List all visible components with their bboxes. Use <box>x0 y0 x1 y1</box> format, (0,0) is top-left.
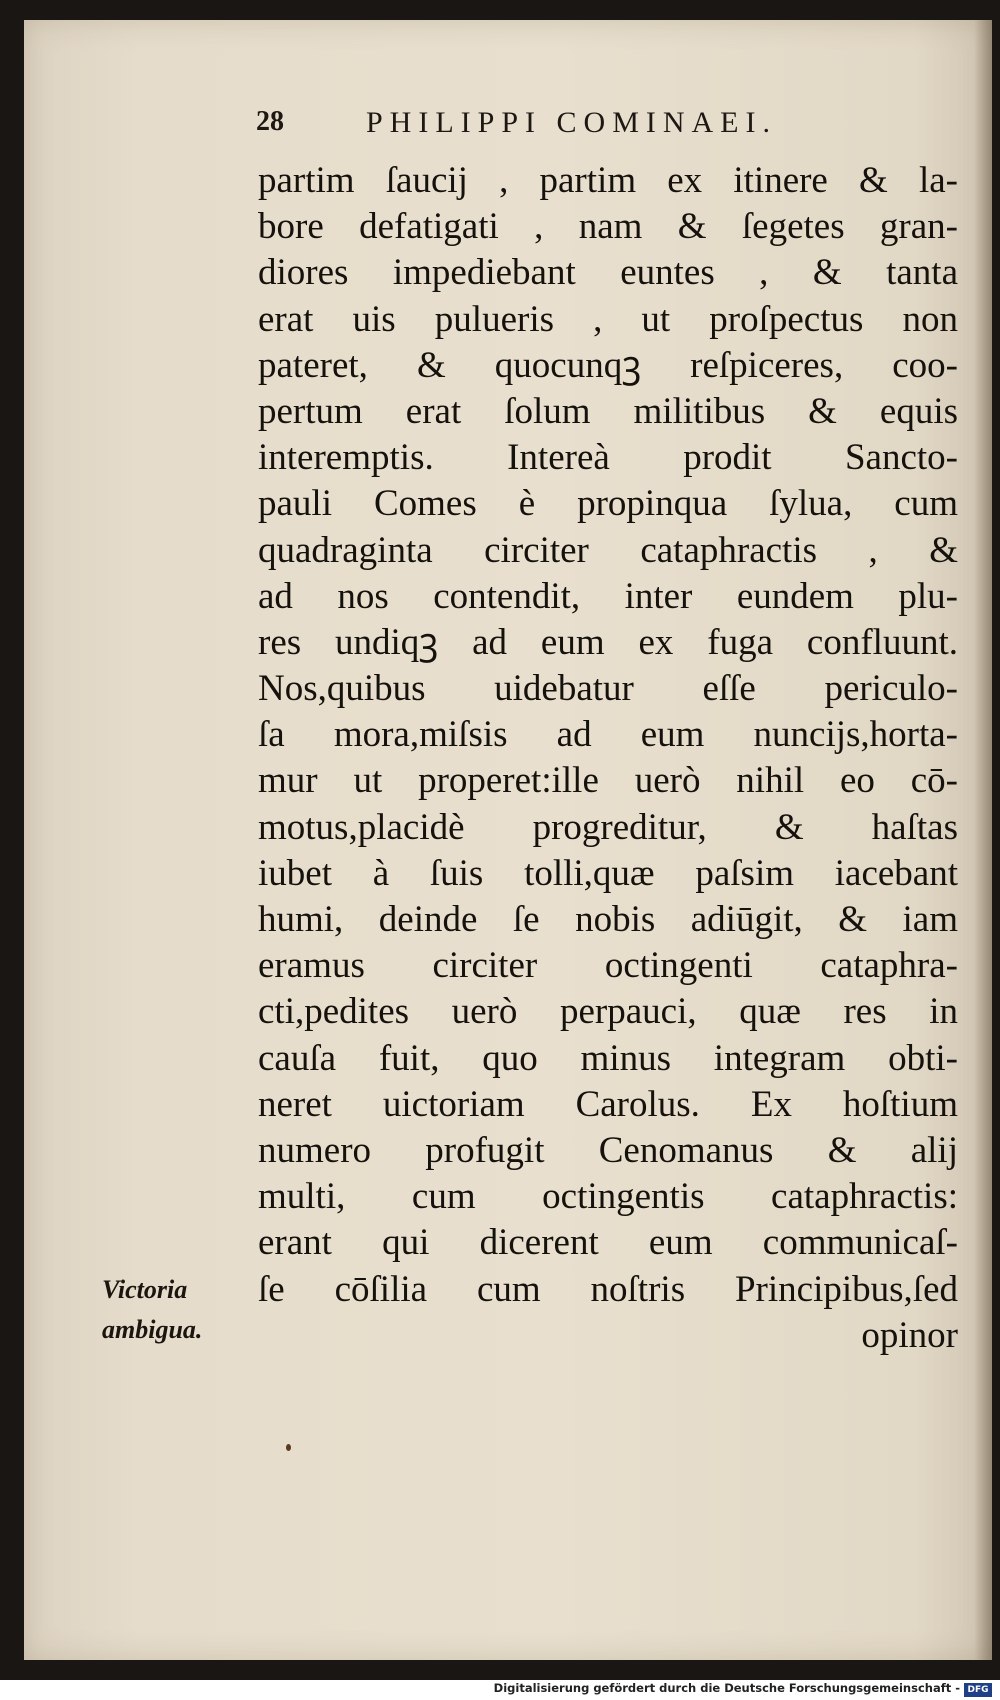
text-line: opinor <box>861 1314 958 1356</box>
text-line: numero profugit Cenomanus & alij <box>258 1129 958 1171</box>
margin-note-line: Victoria <box>102 1275 188 1304</box>
margin-note-line: ambigua. <box>102 1315 203 1344</box>
text-line: multi, cum octingentis cataphractis: <box>258 1176 958 1218</box>
text-line: erat uis pulueris , ut proſpectus non <box>258 298 958 340</box>
text-line: quadraginta circiter cataphractis , & <box>258 529 958 571</box>
footer-bar <box>0 1680 1000 1700</box>
text-line: diores impediebant euntes , & tanta <box>258 252 958 294</box>
text-line: mur ut properet:ille uerò nihil eo cō- <box>258 760 958 802</box>
text-line: pauli Comes è propinqua ſylua, cum <box>258 483 958 525</box>
text-line: eramus circiter octingenti cataphra- <box>258 945 958 987</box>
running-title: PHILIPPI COMINAEI. <box>366 106 777 139</box>
margin-note <box>102 1270 242 1350</box>
text-line: erant qui dicerent eum communicaſ- <box>258 1222 958 1264</box>
text-line: motus,placidè progreditur, & haſtas <box>258 806 958 848</box>
text-line: ſe cōſilia cum noſtris Principibus,ſed <box>258 1268 958 1310</box>
page-edge-shadow <box>974 20 992 1660</box>
funding-credit: Digitalisierung gefördert durch die Deutsche Forschungsgemeinschaft - <box>493 1681 960 1695</box>
text-line: humi, deinde ſe nobis adiūgit, & iam <box>258 899 958 940</box>
text-line: cauſa fuit, quo minus integram obti- <box>258 1037 958 1079</box>
ink-spot <box>286 1444 291 1451</box>
text-line: bore defatigati , nam & ſegetes gran- <box>258 206 958 248</box>
text-line: res undiqꝫ ad eum ex fuga confluunt. <box>258 621 958 663</box>
text-line: interemptis. Intereà prodit Sancto- <box>258 437 958 479</box>
text-line: neret uictoriam Carolus. Ex hoſtium <box>258 1083 958 1125</box>
dfg-logo: DFG <box>964 1683 992 1697</box>
text-line: Nos,quibus uidebatur eſſe periculo- <box>258 668 958 710</box>
text-line: ſa mora,miſsis ad eum nuncijs,horta- <box>258 714 958 756</box>
text-line: pateret, & quocunqꝫ reſpiceres, coo- <box>258 344 958 386</box>
text-line: cti,pedites uerò perpauci, quæ res in <box>258 991 958 1033</box>
text-line: partim ſaucij , partim ex itinere & la- <box>258 160 958 201</box>
text-line: ad nos contendit, inter eundem plu- <box>258 575 958 617</box>
running-head <box>256 106 916 146</box>
body-text <box>258 158 958 1359</box>
text-line: pertum erat ſolum militibus & equis <box>258 390 958 432</box>
page-number: 28 <box>256 106 284 137</box>
text-line: iubet à ſuis tolli,quæ paſsim iacebant <box>258 852 958 894</box>
